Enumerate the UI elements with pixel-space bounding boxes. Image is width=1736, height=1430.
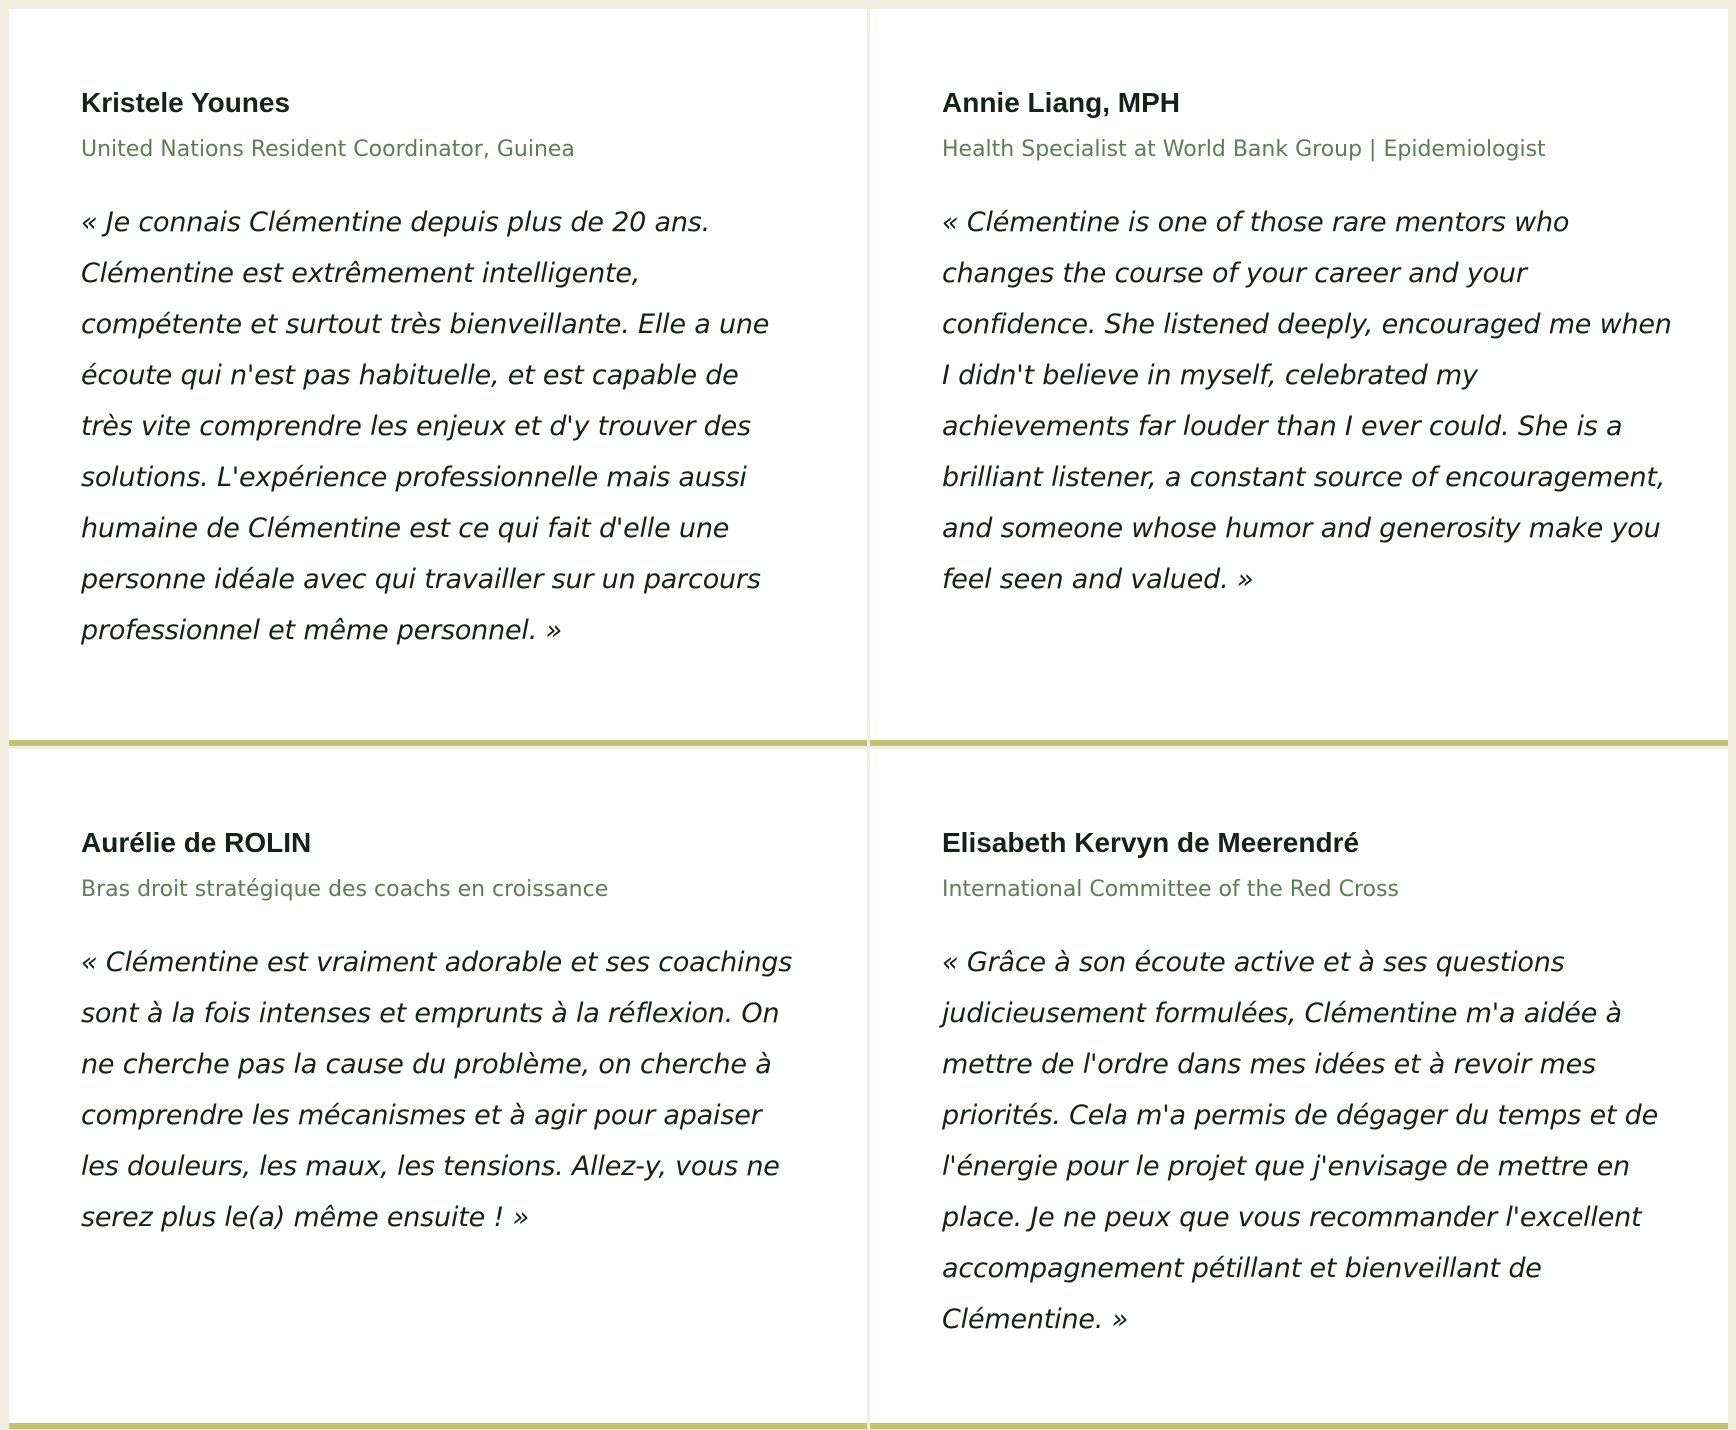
testimonial-quote: « Je connais Clémentine depuis plus de 20 ans. Clémentine est extrêmement intelligente, compétente et surtout très bienveillante. Elle a une écoute qui n'est pas habituelle, et est capable de très vite comprendre les enjeux et d'y trouver des solutions. L'expérience professionnelle mais aussi humaine de Clémentine est ce qui fait d'elle une personne idéale avec qui travailler sur un parcours professionnel et même personnel. »: [81, 207, 770, 646]
testimonial-card: [870, 749, 1728, 1429]
testimonial-author-name: Annie Liang, MPH: [942, 87, 1180, 118]
testimonials-grid: [9, 9, 1728, 1429]
testimonial-card: [870, 9, 1728, 746]
testimonial-author-role: International Committee of the Red Cross: [942, 877, 1399, 902]
testimonial-quote: « Clémentine est vraiment adorable et ses coachings sont à la fois intenses et emprunts à la réflexion. On ne cherche pas la cause du problème, on cherche à comprendre les mécanismes et à agir pour apaiser les douleurs, les maux, les tensions. Allez-y, vous ne serez plus le(a) même ensuite ! »: [81, 947, 793, 1233]
testimonial-card: [9, 749, 867, 1429]
testimonial-quote: « Grâce à son écoute active et à ses questions judicieusement formulées, Clémentine m'a aidée à mettre de l'ordre dans mes idées et à revoir mes priorités. Cela m'a permis de dégager du temps et de l'énergie pour le projet que j'envisage de mettre en place. Je ne peux que vous recommander l'excellent accompagnement pétillant et bienveillant de Clémentine. »: [942, 947, 1658, 1335]
testimonial-author-name: Aurélie de ROLIN: [81, 827, 312, 858]
testimonial-author-name: Kristele Younes: [81, 87, 291, 118]
testimonial-author-role: Health Specialist at World Bank Group | Epidemiologist: [942, 137, 1546, 162]
testimonial-card: [9, 9, 867, 746]
testimonial-author-role: Bras droit stratégique des coachs en croissance: [81, 877, 609, 902]
testimonial-quote: « Clémentine is one of those rare mentors who changes the course of your career and your confidence. She listened deeply, encouraged me when I didn't believe in myself, celebrated my achievements far louder than I ever could. She is a brilliant listener, a constant source of encouragement, and someone whose humor and generosity make you feel seen and valued. »: [942, 207, 1672, 595]
testimonial-author-role: United Nations Resident Coordinator, Guinea: [81, 137, 575, 162]
testimonial-author-name: Elisabeth Kervyn de Meerendré: [942, 827, 1360, 858]
